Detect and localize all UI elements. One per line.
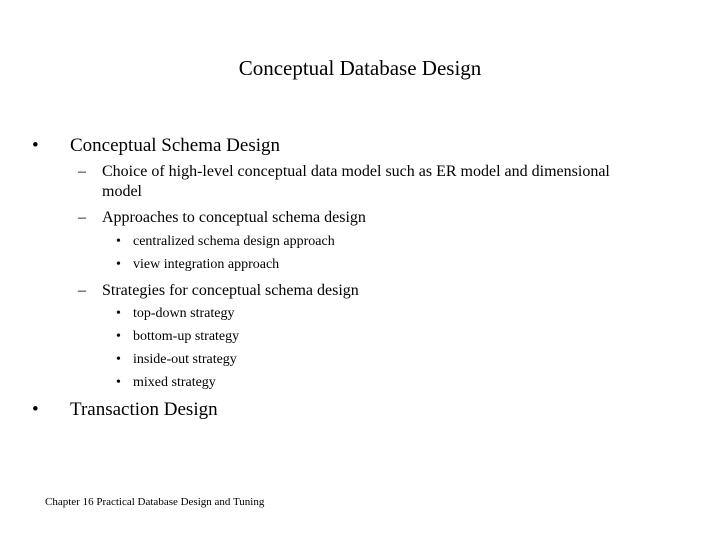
bullet-l2: – [78, 209, 86, 226]
bullet-l3: • [116, 257, 121, 272]
slide-footer: Chapter 16 Practical Database Design and Tuning [45, 496, 265, 508]
bullet-text-view-integration: view integration approach [133, 257, 280, 272]
bullet-text-centralized: centralized schema design approach [133, 234, 335, 249]
bullet-text-mixed: mixed strategy [133, 375, 216, 390]
bullet-l1: • [32, 135, 39, 156]
bullet-text-approaches: Approaches to conceptual schema design [102, 209, 366, 226]
bullet-text-conceptual-schema-design: Conceptual Schema Design [70, 135, 281, 156]
bullet-l3: • [116, 375, 121, 390]
bullet-text-bottom-up: bottom-up strategy [133, 329, 240, 344]
bullet-l3: • [116, 352, 121, 367]
bullet-text-top-down: top-down strategy [133, 306, 235, 321]
bullet-text-choice-of-model-line1: Choice of high-level conceptual data model such as ER model and dimensional [102, 163, 610, 180]
bullet-l2: – [78, 282, 86, 299]
bullet-text-inside-out: inside-out strategy [133, 352, 237, 367]
bullet-text-strategies: Strategies for conceptual schema design [102, 282, 359, 299]
bullet-text-transaction-design: Transaction Design [70, 399, 218, 420]
bullet-l3: • [116, 329, 121, 344]
bullet-l2: – [78, 163, 86, 180]
slide-title: Conceptual Database Design [238, 56, 482, 80]
bullet-l1: • [32, 399, 39, 420]
bullet-l3: • [116, 306, 121, 321]
bullet-l3: • [116, 234, 121, 249]
bullet-text-choice-of-model-line2: model [102, 183, 142, 200]
